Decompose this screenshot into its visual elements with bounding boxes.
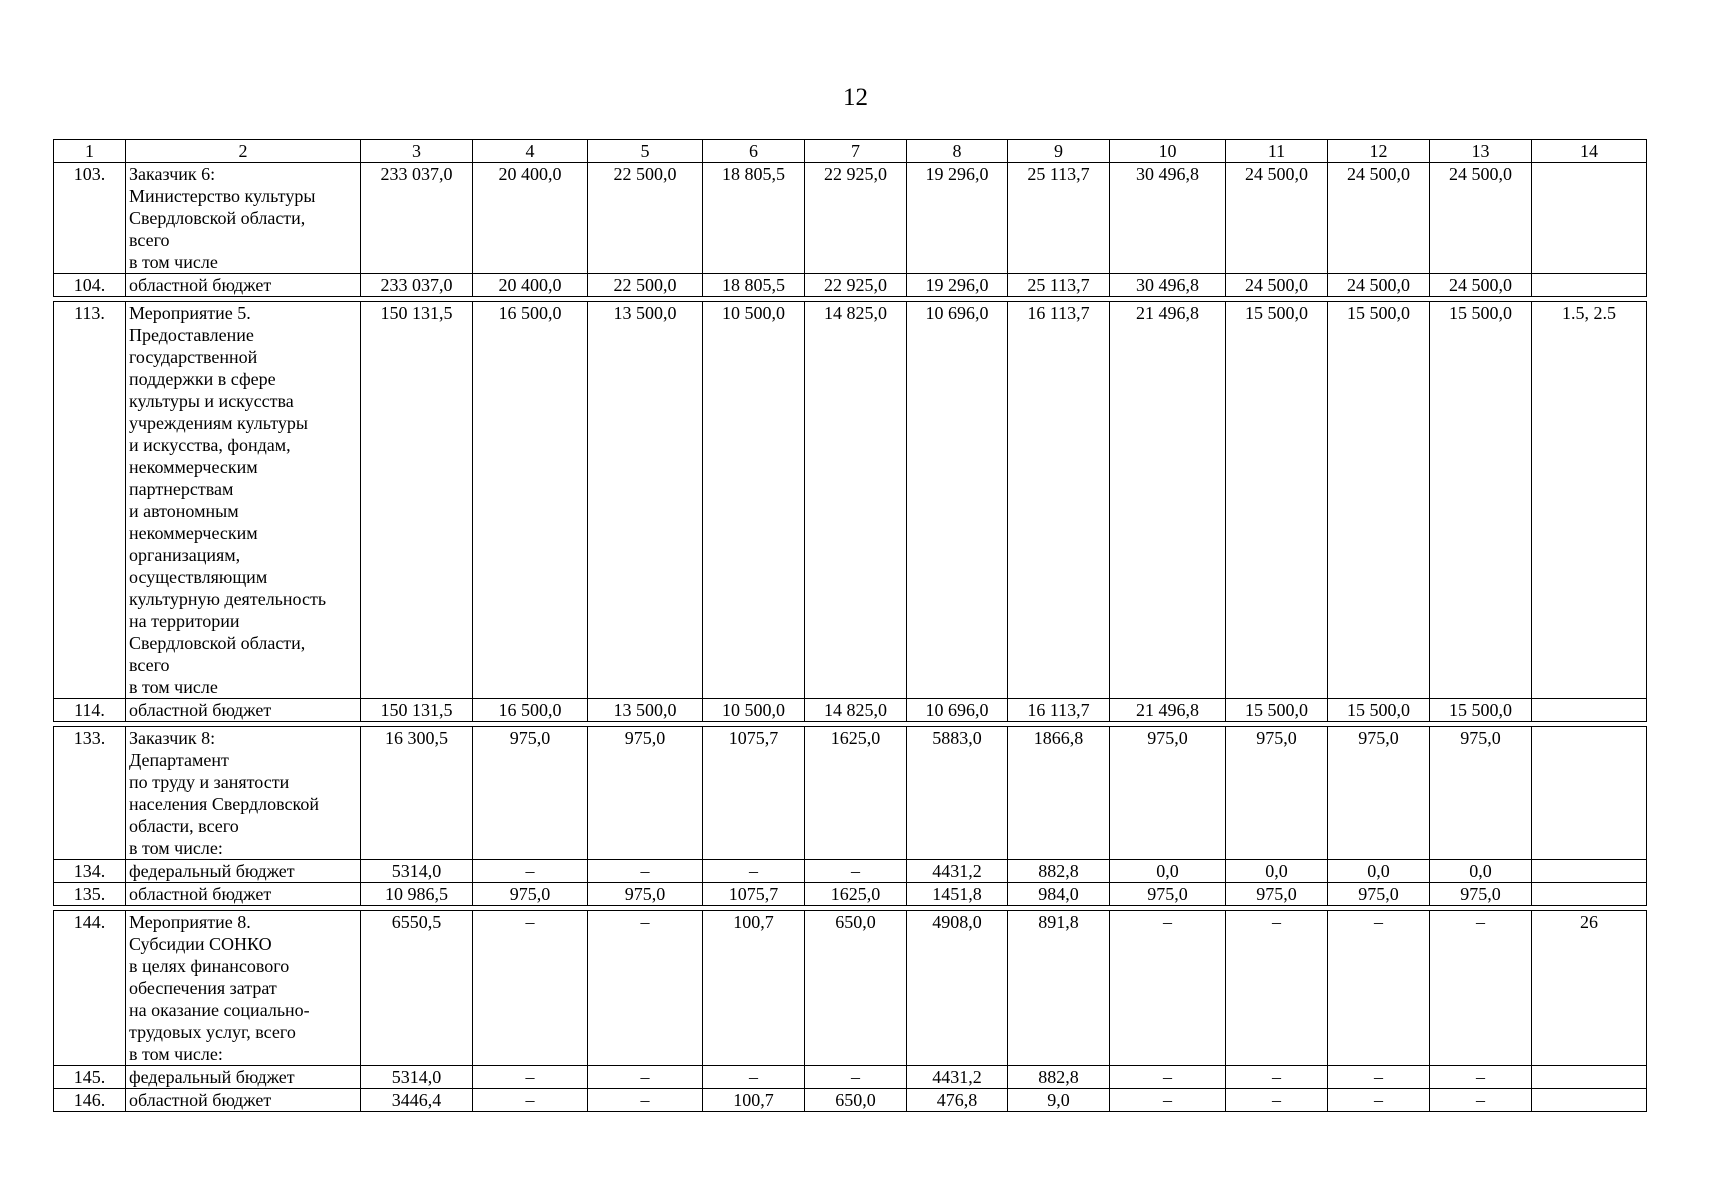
value-cell: – [1328,1066,1430,1089]
value-cell: 22 925,0 [805,274,907,297]
value-cell: 25 113,7 [1008,274,1110,297]
header-cell: 8 [907,140,1008,163]
row-name-cell: областной бюджет [126,699,361,722]
value-cell: – [1430,1066,1532,1089]
value-cell: 16 113,7 [1008,302,1110,699]
value-cell: 21 496,8 [1110,302,1226,699]
value-cell: 0,0 [1110,860,1226,883]
value-cell: 1866,8 [1008,727,1110,860]
value-cell: 975,0 [1328,727,1430,860]
note-cell [1532,163,1647,274]
value-cell: 1451,8 [907,883,1008,906]
value-cell: 20 400,0 [473,274,588,297]
value-cell: – [588,860,703,883]
note-cell [1532,883,1647,906]
value-cell: 476,8 [907,1089,1008,1112]
value-cell: 6550,5 [361,911,473,1066]
value-cell: 15 500,0 [1328,699,1430,722]
note-cell [1532,1066,1647,1089]
value-cell: 3446,4 [361,1089,473,1112]
row-number-cell: 135. [54,883,126,906]
note-cell [1532,699,1647,722]
table-row [54,860,1647,883]
value-cell: – [703,860,805,883]
value-cell: 650,0 [805,911,907,1066]
value-cell: – [473,911,588,1066]
value-cell: – [1328,1089,1430,1112]
value-cell: 24 500,0 [1430,163,1532,274]
value-cell: 19 296,0 [907,274,1008,297]
value-cell: 24 500,0 [1430,274,1532,297]
row-number-cell: 134. [54,860,126,883]
row-number-cell: 104. [54,274,126,297]
value-cell: 975,0 [588,727,703,860]
value-cell: 984,0 [1008,883,1110,906]
note-cell [1532,860,1647,883]
table-row [54,699,1647,722]
table-row [54,163,1647,274]
table-row [54,1066,1647,1089]
header-cell: 4 [473,140,588,163]
value-cell: 150 131,5 [361,302,473,699]
value-cell: 882,8 [1008,1066,1110,1089]
value-cell: 9,0 [1008,1089,1110,1112]
value-cell: – [1110,911,1226,1066]
value-cell: – [1226,911,1328,1066]
value-cell: 16 300,5 [361,727,473,860]
value-cell: – [703,1066,805,1089]
value-cell: – [1110,1089,1226,1112]
note-cell [1532,1089,1647,1112]
value-cell: – [1430,1089,1532,1112]
table-row [54,911,1647,1066]
note-cell: 26 [1532,911,1647,1066]
value-cell: – [1110,1066,1226,1089]
value-cell: 22 500,0 [588,274,703,297]
value-cell: 975,0 [1430,727,1532,860]
row-number-cell: 144. [54,911,126,1066]
header-cell: 10 [1110,140,1226,163]
row-name-cell: областной бюджет [126,883,361,906]
value-cell: – [588,911,703,1066]
value-cell: 975,0 [588,883,703,906]
table-row [54,727,1647,860]
value-cell: 13 500,0 [588,302,703,699]
header-cell: 6 [703,140,805,163]
value-cell: 975,0 [1110,727,1226,860]
header-cell: 5 [588,140,703,163]
value-cell: 15 500,0 [1328,302,1430,699]
value-cell: 25 113,7 [1008,163,1110,274]
value-cell: 975,0 [1226,727,1328,860]
value-cell: 975,0 [1430,883,1532,906]
header-cell: 1 [54,140,126,163]
row-number-cell: 133. [54,727,126,860]
value-cell: 0,0 [1226,860,1328,883]
table-row [54,1089,1647,1112]
value-cell: 24 500,0 [1328,163,1430,274]
value-cell: 4908,0 [907,911,1008,1066]
value-cell: 882,8 [1008,860,1110,883]
value-cell: – [473,860,588,883]
value-cell: 30 496,8 [1110,163,1226,274]
value-cell: 5883,0 [907,727,1008,860]
value-cell: 1075,7 [703,727,805,860]
value-cell: 975,0 [473,727,588,860]
value-cell: – [588,1066,703,1089]
row-number-cell: 146. [54,1089,126,1112]
value-cell: 14 825,0 [805,302,907,699]
value-cell: 22 925,0 [805,163,907,274]
row-name-cell: Мероприятие 5. Предоставление государственной поддержки в сфере культуры и искусства учреждениям культуры и искусства, фондам, некоммерческим партнерствам и автономным некоммерческим организациям, осуществляющим культурную деятельность на территории Свердловской области, всего в том числе [126,302,361,699]
header-cell: 11 [1226,140,1328,163]
value-cell: 18 805,5 [703,274,805,297]
value-cell: 1075,7 [703,883,805,906]
header-cell: 3 [361,140,473,163]
value-cell: 22 500,0 [588,163,703,274]
value-cell: 13 500,0 [588,699,703,722]
value-cell: 16 113,7 [1008,699,1110,722]
value-cell: – [588,1089,703,1112]
value-cell: 10 696,0 [907,699,1008,722]
value-cell: 24 500,0 [1328,274,1430,297]
value-cell: 21 496,8 [1110,699,1226,722]
value-cell: 10 696,0 [907,302,1008,699]
value-cell: 650,0 [805,1089,907,1112]
row-number-cell: 114. [54,699,126,722]
note-cell [1532,727,1647,860]
value-cell: 24 500,0 [1226,163,1328,274]
value-cell: 975,0 [1328,883,1430,906]
row-name-cell: Заказчик 6: Министерство культуры Свердловской области, всего в том числе [126,163,361,274]
row-name-cell: федеральный бюджет [126,860,361,883]
value-cell: – [1226,1089,1328,1112]
header-cell: 12 [1328,140,1430,163]
row-name-cell: Заказчик 8: Департамент по труду и занятости населения Свердловской области, всего в том числе: [126,727,361,860]
row-name-cell: федеральный бюджет [126,1066,361,1089]
value-cell: – [473,1089,588,1112]
value-cell: 1625,0 [805,727,907,860]
value-cell: – [1430,911,1532,1066]
value-cell: 0,0 [1328,860,1430,883]
row-number-cell: 103. [54,163,126,274]
value-cell: – [473,1066,588,1089]
value-cell: 975,0 [1226,883,1328,906]
table-header-row [54,140,1647,163]
value-cell: 30 496,8 [1110,274,1226,297]
value-cell: 4431,2 [907,860,1008,883]
value-cell: 5314,0 [361,860,473,883]
value-cell: 14 825,0 [805,699,907,722]
value-cell: 100,7 [703,911,805,1066]
table-row [54,274,1647,297]
value-cell: 16 500,0 [473,302,588,699]
value-cell: 24 500,0 [1226,274,1328,297]
value-cell: 15 500,0 [1430,302,1532,699]
value-cell: 10 500,0 [703,302,805,699]
value-cell: 1625,0 [805,883,907,906]
value-cell: 16 500,0 [473,699,588,722]
header-cell: 14 [1532,140,1647,163]
value-cell: 15 500,0 [1226,302,1328,699]
value-cell: – [805,860,907,883]
value-cell: 18 805,5 [703,163,805,274]
value-cell: 20 400,0 [473,163,588,274]
value-cell: 233 037,0 [361,274,473,297]
value-cell: 975,0 [473,883,588,906]
row-number-cell: 145. [54,1066,126,1089]
value-cell: 10 500,0 [703,699,805,722]
header-cell: 13 [1430,140,1532,163]
value-cell: 15 500,0 [1226,699,1328,722]
header-cell: 2 [126,140,361,163]
value-cell: 150 131,5 [361,699,473,722]
value-cell: 4431,2 [907,1066,1008,1089]
value-cell: – [805,1066,907,1089]
value-cell: 10 986,5 [361,883,473,906]
budget-table [53,139,1647,1112]
table-row [54,302,1647,699]
row-name-cell: областной бюджет [126,1089,361,1112]
note-cell [1532,274,1647,297]
header-cell: 7 [805,140,907,163]
header-cell: 9 [1008,140,1110,163]
value-cell: 5314,0 [361,1066,473,1089]
value-cell: 0,0 [1430,860,1532,883]
row-number-cell: 113. [54,302,126,699]
value-cell: 233 037,0 [361,163,473,274]
value-cell: – [1328,911,1430,1066]
page-number: 12 [843,84,868,111]
value-cell: 19 296,0 [907,163,1008,274]
note-cell: 1.5, 2.5 [1532,302,1647,699]
table-row [54,883,1647,906]
value-cell: 891,8 [1008,911,1110,1066]
value-cell: 100,7 [703,1089,805,1112]
value-cell: 15 500,0 [1430,699,1532,722]
row-name-cell: областной бюджет [126,274,361,297]
row-name-cell: Мероприятие 8. Субсидии СОНКО в целях финансового обеспечения затрат на оказание социально- трудовых услуг, всего в том числе: [126,911,361,1066]
value-cell: 975,0 [1110,883,1226,906]
value-cell: – [1226,1066,1328,1089]
